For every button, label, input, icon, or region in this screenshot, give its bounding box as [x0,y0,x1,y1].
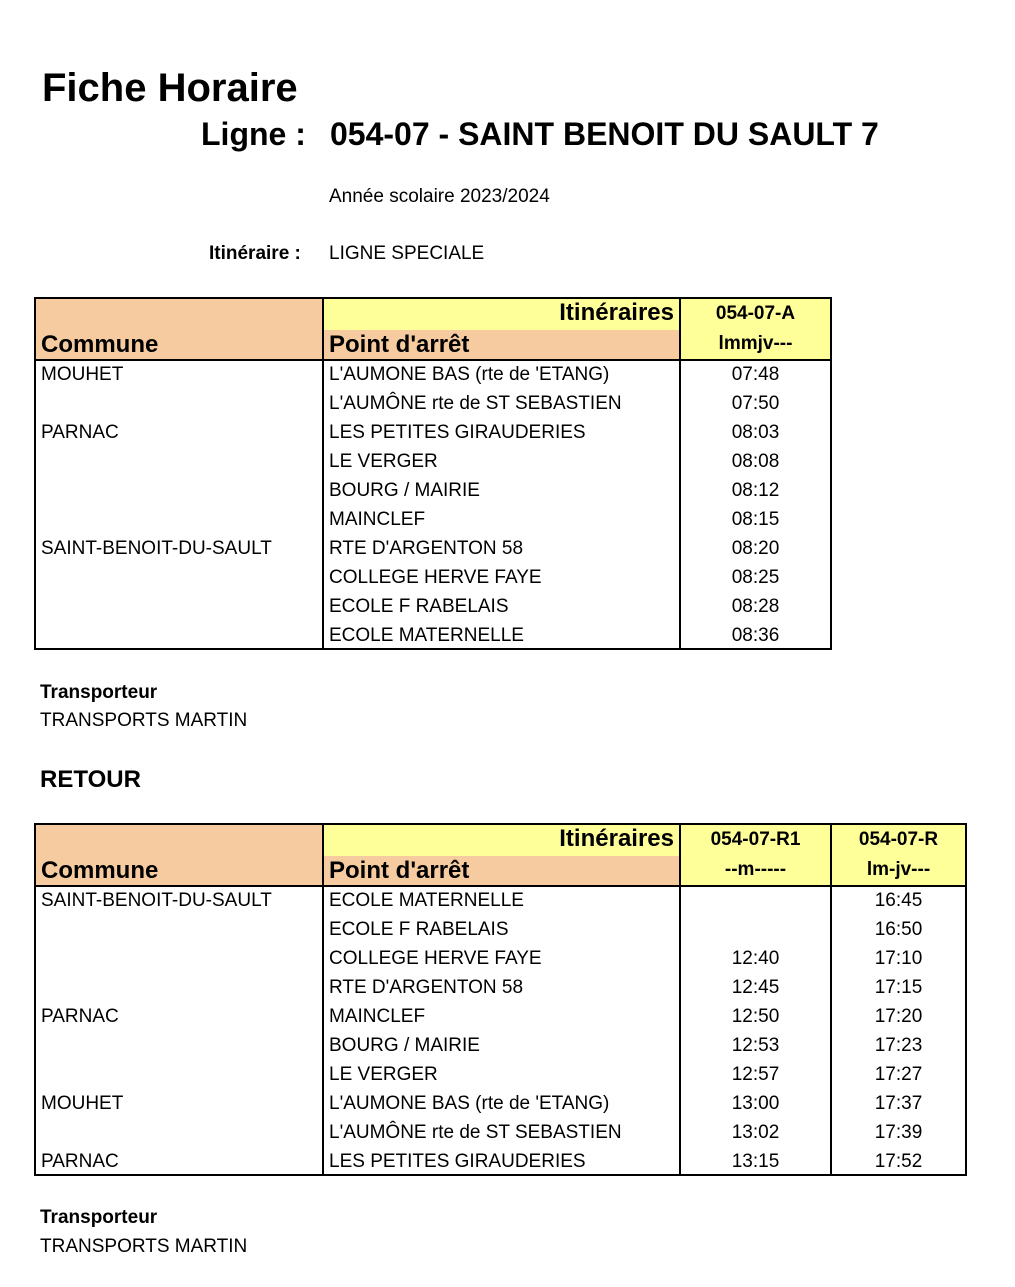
route-code: 054-07-A [715,303,796,324]
time-cell: 17:52 [874,1151,923,1172]
commune-header [36,299,324,361]
commune-cell: SAINT-BENOIT-DU-SAULT [41,890,272,911]
time-cell: 13:02 [731,1122,780,1143]
route-column-header [681,299,830,361]
table-row [36,887,965,916]
time-cell: 16:45 [874,890,923,911]
arret-cell: RTE D'ARGENTON 58 [329,977,524,998]
arret-cell: L'AUMÔNE rte de ST SEBASTIEN [329,1122,622,1143]
table-row [36,564,830,593]
time-cell: 13:00 [731,1093,780,1114]
route-column-header [681,825,832,887]
time-cell: 17:23 [874,1035,923,1056]
arret-header [324,825,681,887]
ligne-value: 054-07 - SAINT BENOIT DU SAULT 7 [330,116,879,152]
table-row [36,535,830,564]
table-row [36,593,830,622]
time-cell: 08:20 [731,538,780,559]
commune-cell: PARNAC [41,422,119,443]
time-cell: 08:15 [731,509,780,530]
itineraires-header-label: Itinéraires [559,299,674,326]
time-cell: 08:25 [731,567,780,588]
route-code: 054-07-R [858,829,939,850]
arret-cell: LES PETITES GIRAUDERIES [329,1151,586,1172]
transporteur-value: TRANSPORTS MARTIN [40,1236,248,1257]
arret-cell: LES PETITES GIRAUDERIES [329,422,586,443]
table-row [36,1061,965,1090]
time-cell: 12:57 [731,1064,780,1085]
time-cell: 17:37 [874,1093,923,1114]
aller-timetable [34,297,832,650]
arret-header [324,299,681,361]
arret-cell: BOURG / MAIRIE [329,480,480,501]
arret-cell: MAINCLEF [329,1006,426,1027]
table-row [36,974,965,1003]
transporteur-label: Transporteur [40,682,158,703]
arret-cell: ECOLE F RABELAIS [329,596,509,617]
ligne-label: Ligne : [201,116,306,152]
arret-cell: COLLEGE HERVE FAYE [329,948,542,969]
table-row [36,361,830,390]
arret-cell: LE VERGER [329,1064,438,1085]
arret-header-label: Point d'arrêt [329,857,470,884]
time-cell: 07:48 [731,364,780,385]
time-cell: 08:28 [731,596,780,617]
time-cell: 17:39 [874,1122,923,1143]
table-row [36,1119,965,1148]
table-row [36,448,830,477]
commune-header-label: Commune [41,857,159,884]
time-cell: 12:53 [731,1035,780,1056]
transporteur-label: Transporteur [40,1207,158,1228]
retour-timetable [34,823,967,1176]
arret-cell: L'AUMÔNE rte de ST SEBASTIEN [329,393,622,414]
time-cell: 08:12 [731,480,780,501]
commune-cell: PARNAC [41,1151,119,1172]
arret-cell: L'AUMONE BAS (rte de 'ETANG) [329,1093,610,1114]
arret-cell: ECOLE MATERNELLE [329,890,524,911]
itineraire-label: Itinéraire : [209,243,301,264]
time-cell: 17:20 [874,1006,923,1027]
table-row [36,390,830,419]
arret-cell: L'AUMONE BAS (rte de 'ETANG) [329,364,610,385]
time-cell: 08:08 [731,451,780,472]
transporteur-value: TRANSPORTS MARTIN [40,710,248,731]
arret-cell: ECOLE MATERNELLE [329,625,524,646]
arret-cell: ECOLE F RABELAIS [329,919,509,940]
commune-cell: MOUHET [41,364,124,385]
time-cell: 12:50 [731,1006,780,1027]
page-title: Fiche Horaire [42,66,298,110]
table-row [36,945,965,974]
itineraire-value: LIGNE SPECIALE [329,243,485,264]
commune-cell: MOUHET [41,1093,124,1114]
table-row [36,622,830,651]
time-cell: 16:50 [874,919,923,940]
arret-cell: MAINCLEF [329,509,426,530]
time-cell: 13:15 [731,1151,780,1172]
table-row [36,1148,965,1177]
time-cell: 07:50 [731,393,780,414]
commune-cell: PARNAC [41,1006,119,1027]
commune-cell: SAINT-BENOIT-DU-SAULT [41,538,272,559]
time-cell: 12:45 [731,977,780,998]
table-row [36,1090,965,1119]
arret-cell: LE VERGER [329,451,438,472]
commune-header-label: Commune [41,331,159,358]
time-cell: 08:03 [731,422,780,443]
table-row [36,1003,965,1032]
commune-header [36,825,324,887]
table-row [36,506,830,535]
route-days: --m----- [724,859,787,880]
arret-cell: COLLEGE HERVE FAYE [329,567,542,588]
time-cell: 17:15 [874,977,923,998]
school-year: Année scolaire 2023/2024 [329,186,550,207]
table-row [36,916,965,945]
route-code: 054-07-R1 [710,829,801,850]
route-column-header [832,825,965,887]
table-row [36,1032,965,1061]
retour-title: RETOUR [40,766,141,793]
time-cell: 12:40 [731,948,780,969]
table-row [36,477,830,506]
route-days: lmmjv--- [718,333,793,354]
itineraires-header-label: Itinéraires [559,825,674,852]
time-cell: 08:36 [731,625,780,646]
route-days: lm-jv--- [866,859,931,880]
arret-cell: BOURG / MAIRIE [329,1035,480,1056]
table-row [36,419,830,448]
time-cell: 17:27 [874,1064,923,1085]
time-cell: 17:10 [874,948,923,969]
arret-cell: RTE D'ARGENTON 58 [329,538,524,559]
arret-header-label: Point d'arrêt [329,331,470,358]
